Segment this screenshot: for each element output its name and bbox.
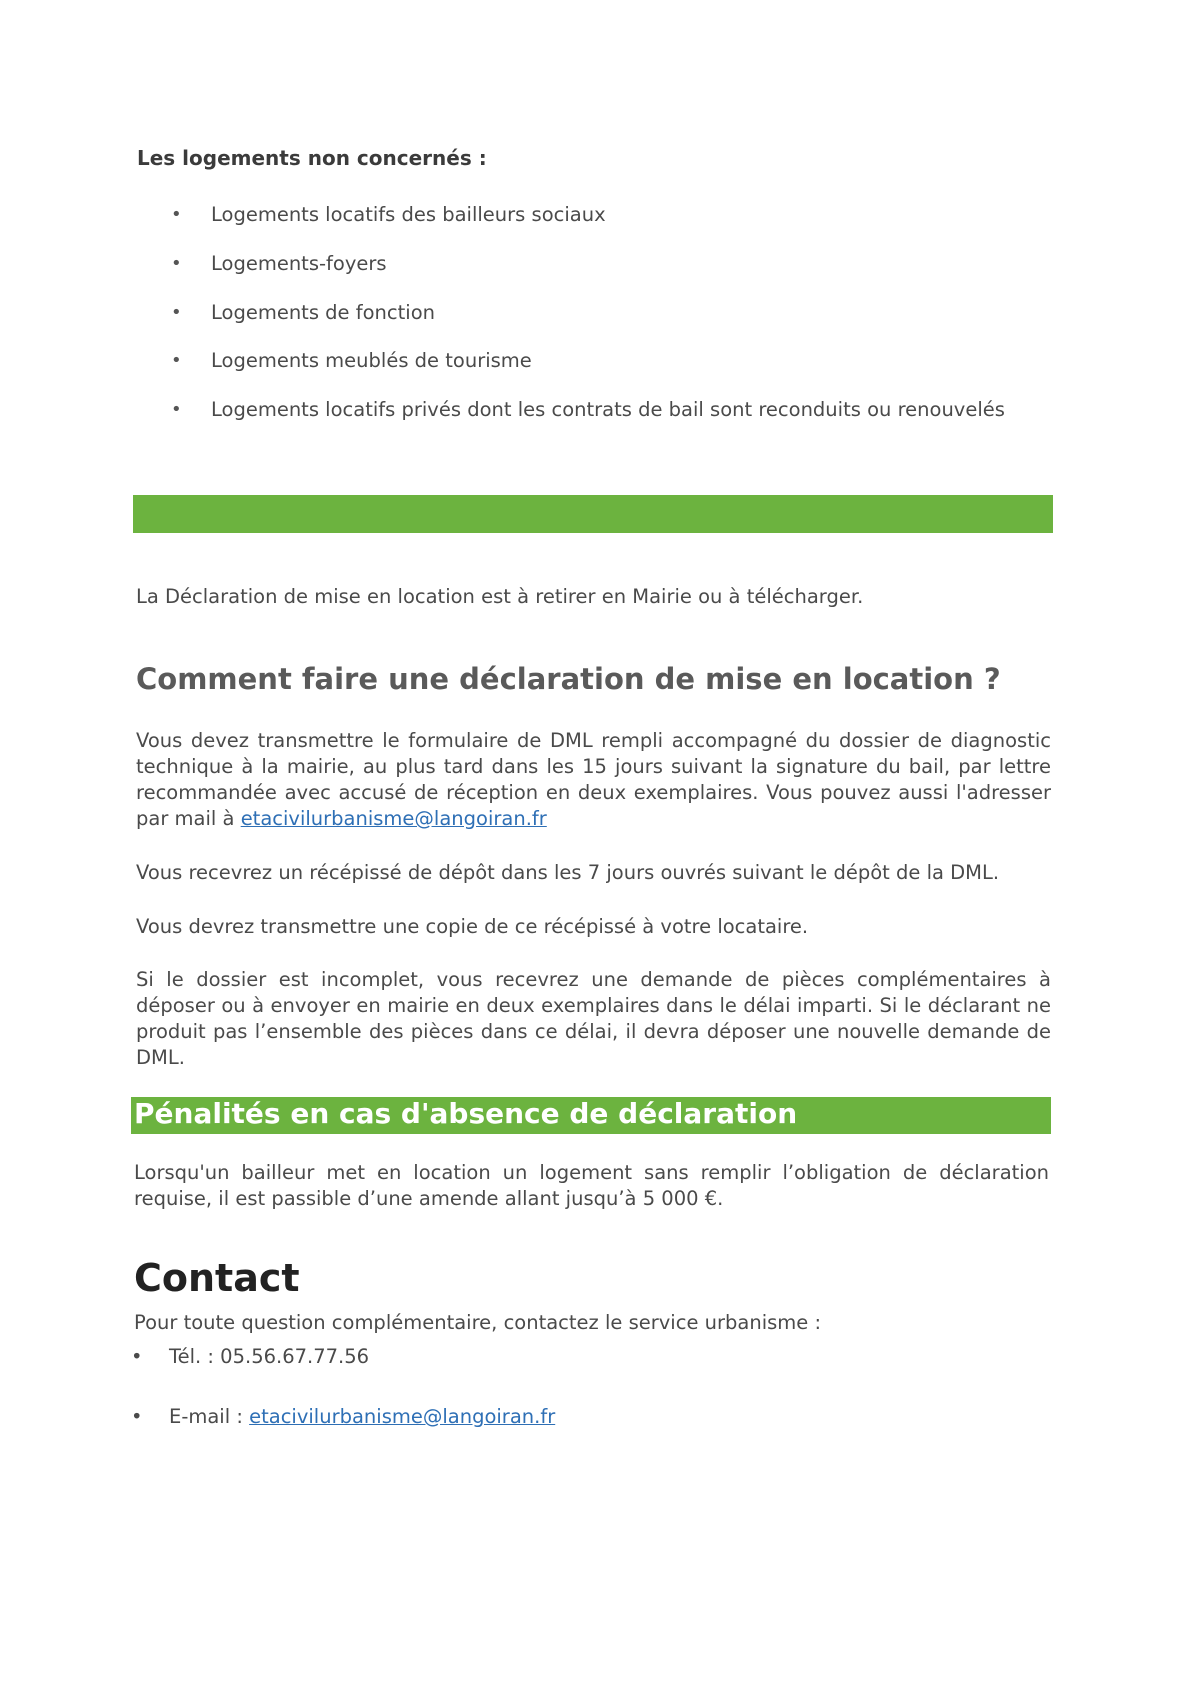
list-item-text: Logements meublés de tourisme [211, 349, 532, 372]
list-item-text: Logements locatifs des bailleurs sociaux [211, 203, 606, 226]
contact-email-item [131, 1405, 555, 1428]
list-item-text: Logements-foyers [211, 252, 387, 275]
contact-email-link[interactable]: etacivilurbanisme@langoiran.fr [249, 1405, 556, 1428]
penalties-heading: Pénalités en cas d'absence de déclaration [134, 1097, 798, 1130]
bullet-icon: • [131, 1405, 143, 1428]
how-to-paragraph-4: Si le dossier est incomplet, vous recevrez une demande de pièces complémentaires à déposer ou à envoyer en mairie en deux exemplaires dans le délai imparti. Si le déclarant ne produit pas l’ensemble des pièces dans ce délai, il devra déposer une nouvelle demande de DML. [136, 968, 1051, 1069]
email-label: E-mail : [169, 1405, 243, 1428]
how-to-paragraph-1-text: Vous devez transmettre le formulaire de DML rempli accompagné du dossier de diagnostic technique à la mairie, au plus tard dans les 15 jours suivant la signature du bail, par lettre recommandée avec accusé de réception en deux exemplaires. Vous pouvez aussi l'adresser par mail à [136, 729, 1051, 830]
bullet-icon: • [171, 204, 182, 225]
bullet-icon: • [171, 302, 182, 323]
how-to-heading: Comment faire une déclaration de mise en location ? [136, 662, 1001, 696]
how-to-paragraph-2: Vous recevrez un récépissé de dépôt dans les 7 jours ouvrés suivant le dépôt de la DML. [136, 861, 1000, 884]
list-item-text: Logements de fonction [211, 301, 435, 324]
penalties-paragraph: Lorsqu'un bailleur met en location un logement sans remplir l’obligation de déclaration requise, il est passible d’une amende allant jusqu’à 5 000 €. [134, 1161, 1049, 1210]
contact-heading: Contact [134, 1256, 300, 1300]
bullet-icon: • [171, 399, 182, 420]
section-heading-non-concerned: Les logements non concernés : [137, 146, 487, 170]
green-divider-bar [133, 495, 1053, 533]
list-item-text: Logements locatifs privés dont les contrats de bail sont reconduits ou renouvelés [211, 398, 1005, 421]
contact-phone-item [131, 1345, 369, 1368]
list-item [171, 251, 1051, 277]
email-link[interactable]: etacivilurbanisme@langoiran.fr [240, 807, 547, 830]
list-item [171, 300, 1051, 326]
phone-text: Tél. : 05.56.67.77.56 [169, 1345, 370, 1368]
list-item [171, 348, 1051, 374]
bullet-icon: • [131, 1345, 143, 1368]
how-to-paragraph-3: Vous devrez transmettre une copie de ce récépissé à votre locataire. [136, 915, 809, 938]
list-item [171, 397, 1051, 423]
contact-intro: Pour toute question complémentaire, contactez le service urbanisme : [134, 1311, 822, 1334]
bullet-icon: • [171, 350, 182, 371]
bullet-icon: • [171, 253, 182, 274]
intro-paragraph: La Déclaration de mise en location est à retirer en Mairie ou à télécharger. [136, 585, 864, 608]
how-to-paragraph-1 [136, 728, 1051, 832]
list-item [171, 202, 1051, 228]
